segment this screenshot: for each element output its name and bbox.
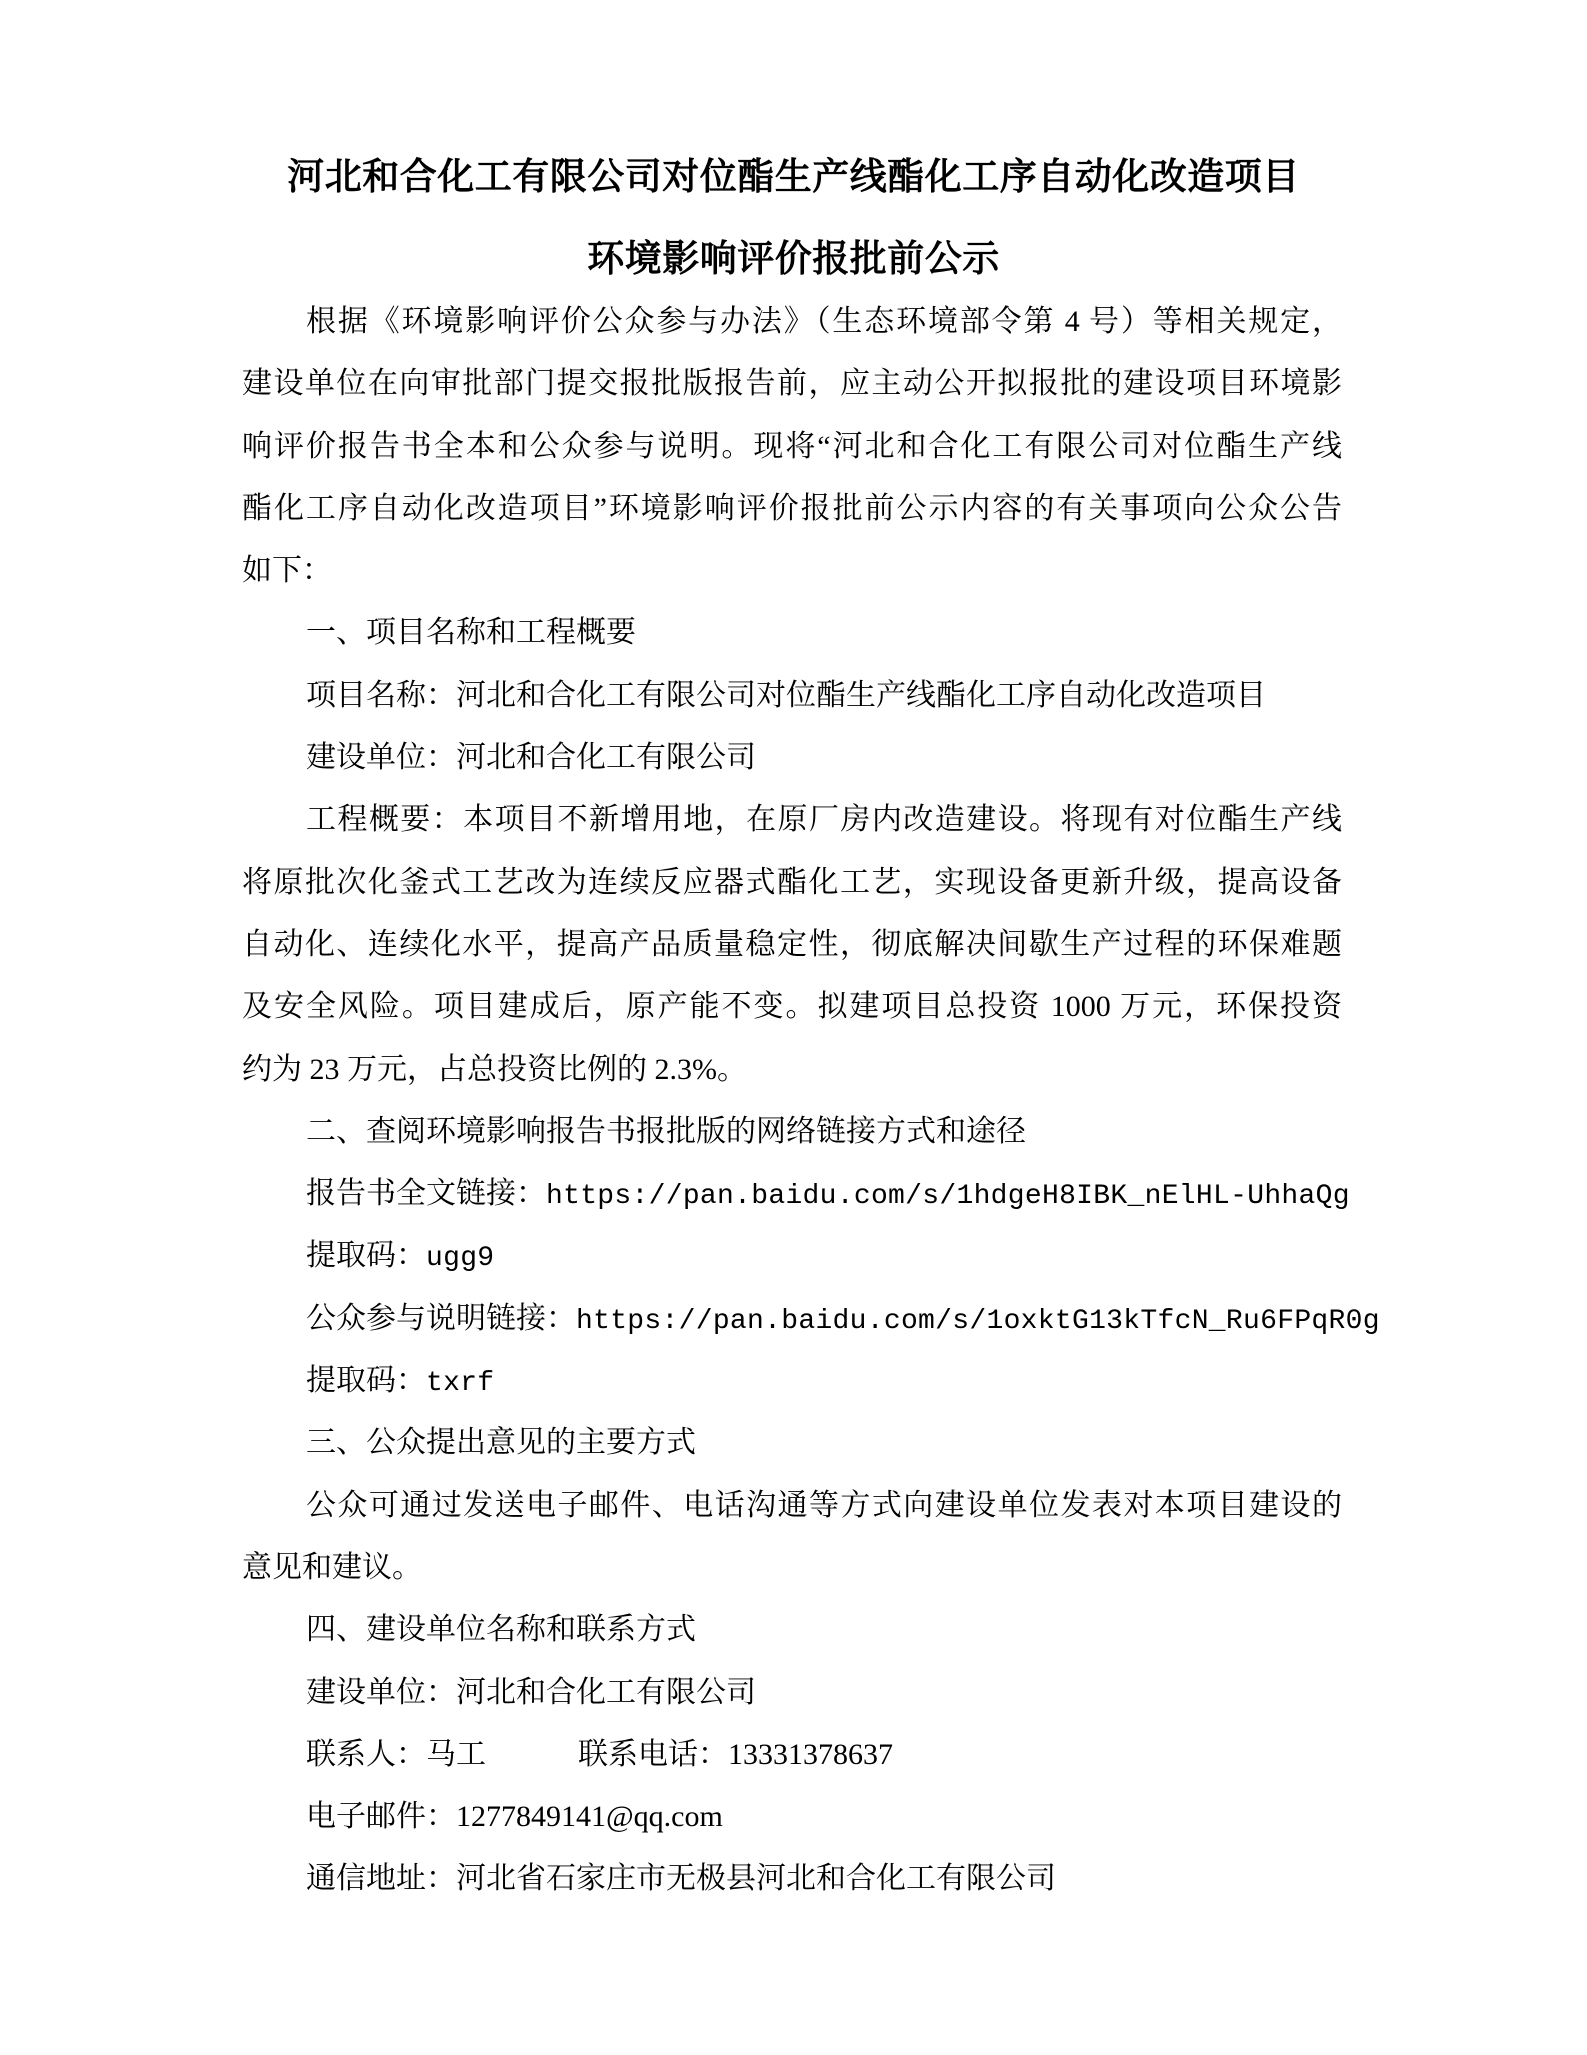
report-link[interactable]: https://pan.baidu.com/s/1hdgeH8IBK_nElHL-UhhaQg bbox=[546, 1181, 1350, 1213]
report-link-row bbox=[242, 1163, 1350, 1225]
overview-line: 将原批次化釜式工艺改为连续反应器式酯化工艺，实现设备更新升级，提高设备 bbox=[242, 865, 1342, 899]
report-code-value: ugg9 bbox=[426, 1243, 495, 1275]
intro-line: 建设单位在向审批部门提交报批版报告前，应主动公开拟报批的建设项目环境影 bbox=[242, 367, 1342, 401]
intro-line: 如下： bbox=[242, 554, 332, 588]
contact-builder-row bbox=[242, 1662, 1342, 1724]
section2-heading: 二、查阅环境影响报告书报批版的网络链接方式和途径 bbox=[306, 1114, 1026, 1148]
email-row bbox=[242, 1786, 1342, 1848]
overview-line: 工程概要：本项目不新增用地，在原厂房内改造建设。将现有对位酯生产线 bbox=[306, 803, 1342, 837]
contact-person-label: 联系人： bbox=[306, 1737, 426, 1771]
builder-value: 河北和合化工有限公司 bbox=[456, 741, 756, 775]
overview-line: 约为 23 万元，占总投资比例的 2.3%。 bbox=[242, 1052, 747, 1086]
builder-label: 建设单位： bbox=[306, 741, 456, 775]
participation-code-value: txrf bbox=[426, 1368, 495, 1400]
contact-builder-label: 建设单位： bbox=[306, 1675, 456, 1709]
participation-link[interactable]: https://pan.baidu.com/s/1oxktG13kTfcN_Ru6FPqR0g bbox=[576, 1305, 1380, 1337]
overview-line: 及安全风险。项目建成后，原产能不变。拟建项目总投资 1000 万元，环保投资 bbox=[242, 990, 1342, 1024]
section3-heading: 三、公众提出意见的主要方式 bbox=[306, 1426, 696, 1460]
phone-label: 联系电话： bbox=[578, 1737, 728, 1771]
report-code-label: 提取码： bbox=[306, 1239, 426, 1273]
project-name-value: 河北和合化工有限公司对位酯生产线酯化工序自动化改造项目 bbox=[456, 678, 1266, 712]
report-code-row bbox=[242, 1225, 1342, 1287]
participation-link-label: 公众参与说明链接： bbox=[306, 1301, 576, 1335]
section4-heading: 四、建设单位名称和联系方式 bbox=[306, 1613, 696, 1647]
email-label: 电子邮件： bbox=[306, 1800, 456, 1834]
intro-line: 酯化工序自动化改造项目”环境影响评价报批前公示内容的有关事项向公众公告 bbox=[242, 491, 1342, 525]
intro-line: 响评价报告书全本和公众参与说明。现将“河北和合化工有限公司对位酯生产线 bbox=[242, 429, 1342, 463]
phone-value: 13331378637 bbox=[728, 1737, 893, 1771]
address-row bbox=[242, 1848, 1342, 1910]
document-title-line1: 河北和合化工有限公司对位酯生产线酯化工序自动化改造项目 bbox=[287, 157, 1300, 198]
document-title-line2: 环境影响评价报批前公示 bbox=[587, 239, 1000, 280]
email-value[interactable]: 1277849141@qq.com bbox=[456, 1800, 723, 1834]
section3-line: 公众可通过发送电子邮件、电话沟通等方式向建设单位发表对本项目建设的 bbox=[306, 1488, 1342, 1522]
address-value: 河北省石家庄市无极县河北和合化工有限公司 bbox=[456, 1862, 1056, 1896]
report-link-label: 报告书全文链接： bbox=[306, 1177, 546, 1211]
section3-line: 意见和建议。 bbox=[242, 1550, 422, 1584]
contact-person-value: 马工 bbox=[426, 1737, 486, 1771]
participation-code-label: 提取码： bbox=[306, 1364, 426, 1398]
participation-code-row bbox=[242, 1350, 1342, 1412]
intro-line: 根据《环境影响评价公众参与办法》（生态环境部令第 4 号）等相关规定， bbox=[306, 305, 1342, 338]
document-body bbox=[242, 291, 1380, 1911]
participation-link-row bbox=[242, 1288, 1380, 1350]
contact-builder-value: 河北和合化工有限公司 bbox=[456, 1675, 756, 1709]
overview-line: 自动化、连续化水平，提高产品质量稳定性，彻底解决间歇生产过程的环保难题 bbox=[242, 927, 1342, 961]
builder-row bbox=[242, 727, 1342, 789]
project-name-label: 项目名称： bbox=[306, 678, 456, 712]
address-label: 通信地址： bbox=[306, 1862, 456, 1896]
contact-person-row bbox=[242, 1724, 1342, 1786]
project-name-row bbox=[242, 665, 1342, 727]
section1-heading: 一、项目名称和工程概要 bbox=[306, 616, 636, 650]
